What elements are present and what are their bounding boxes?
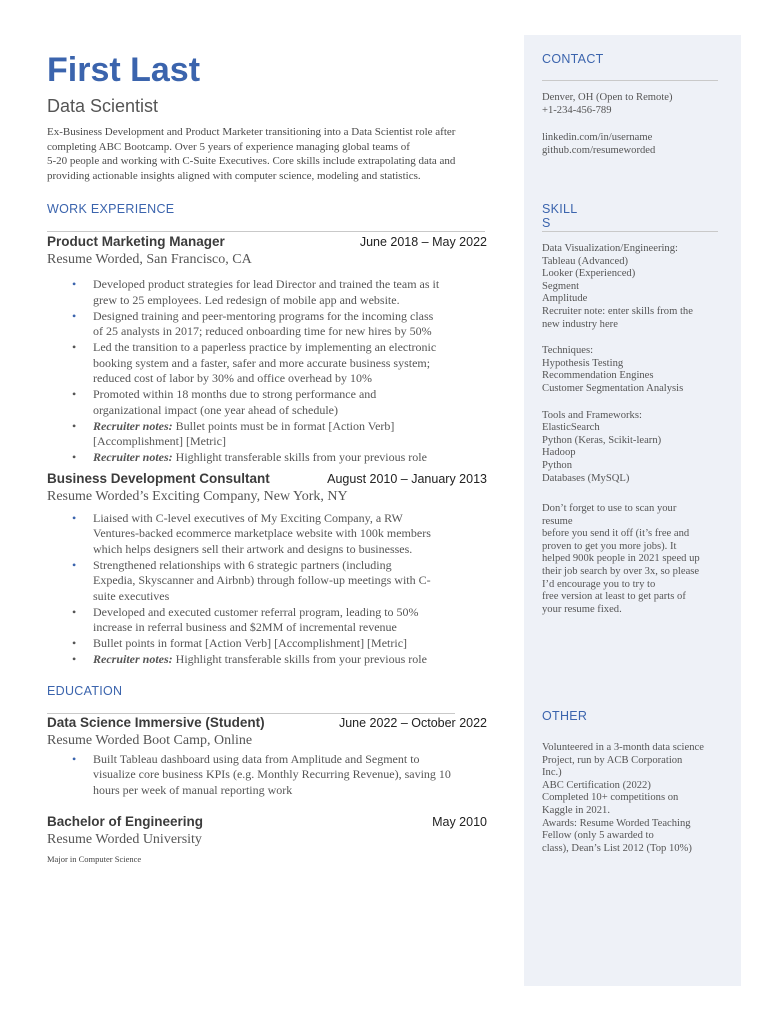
- degree-title: Bachelor of Engineering: [47, 814, 204, 830]
- list-item: [47, 605, 487, 636]
- skill-item: Looker (Experienced): [542, 268, 636, 280]
- skills-heading-line: S: [542, 216, 551, 230]
- bullet-text: Highlight transferable skills from your previous role: [172, 450, 427, 465]
- bullet-line: which helps designers sell their artwork and designs to businesses.: [93, 541, 413, 556]
- candidate-title: Data Scientist: [47, 96, 159, 116]
- bullet-line: organizational impact (one year ahead of schedule): [93, 402, 338, 417]
- tip-line: resume: [542, 515, 573, 527]
- education-dates: June 2022 – October 2022: [338, 715, 487, 730]
- list-item: [47, 419, 487, 450]
- school-name: Resume Worded Boot Camp, Online: [47, 732, 253, 748]
- location: Denver, OH (Open to Remote): [542, 92, 673, 103]
- other-line: Inc.): [542, 767, 562, 779]
- summary-line: 5-20 people and working with C-Suite Executives. Core skills include extrapolating data and: [47, 155, 456, 168]
- tip-line: your resume fixed.: [542, 603, 622, 615]
- skills-heading: [542, 202, 720, 230]
- list-item: [47, 387, 487, 418]
- bullet-line: • Built Tableau dashboard using data from Amplitude and Segment to: [93, 751, 420, 766]
- bullet-line: increase in referral business and $2MM of incremental revenue: [93, 620, 397, 635]
- job-header: [47, 234, 487, 249]
- list-item: [47, 277, 487, 308]
- skill-item: Customer Segmentation Analysis: [542, 382, 684, 394]
- education-dates: May 2010: [432, 815, 487, 830]
- job-entry: [47, 471, 487, 668]
- bullet-line: • Led the transition to a paperless practice by implementing an electronic: [93, 340, 437, 355]
- list-item: [47, 558, 487, 605]
- bullet-text: Highlight transferable skills from your previous role: [172, 652, 427, 667]
- bullet-line: • Bullet points in format [Action Verb] [Accomplishment] [Metric]: [93, 636, 408, 651]
- skill-item: Segment: [542, 280, 580, 292]
- bullet-text: Bullet points must be in format [Action Verb]: [172, 418, 395, 433]
- list-item: [47, 652, 487, 668]
- school-name: Resume Worded University: [47, 832, 202, 848]
- education-entry: [47, 715, 487, 799]
- education-header: [47, 814, 487, 829]
- bullet-line: [93, 450, 487, 466]
- job-title: Product Marketing Manager: [47, 234, 225, 250]
- bullet-line: reduced cost of labor by 30% and office overhead by 10%: [93, 371, 373, 386]
- skills-heading-line: SKILL: [542, 202, 578, 216]
- job-bullets: [47, 511, 487, 668]
- bullet-line: • Liaised with C-level executives of My Exciting Company, a RW: [93, 510, 403, 525]
- contact-info: [542, 92, 720, 157]
- bullet-line: • Developed and executed customer referral program, leading to 50%: [93, 604, 419, 619]
- degree-title: Data Science Immersive (Student): [47, 714, 265, 730]
- divider: [542, 80, 718, 81]
- bullet-line: [Accomplishment] [Metric]: [93, 434, 226, 449]
- major-note: Major in Computer Science: [47, 854, 142, 865]
- summary: [47, 125, 487, 183]
- candidate-name: First Last: [47, 51, 201, 89]
- other-line: Kaggle in 2021.: [542, 804, 610, 816]
- resume-tip: [542, 503, 720, 616]
- divider: [47, 231, 485, 232]
- divider: [542, 231, 718, 232]
- skill-item: Techniques:: [542, 345, 594, 357]
- other-heading: OTHER: [542, 709, 588, 723]
- tip-line: their job search by over 3x, so please: [542, 565, 700, 577]
- summary-line: providing actionable insights aligned with computer science, modeling and statistics.: [47, 169, 421, 182]
- bullet-line: of 25 analysts in 2017; reduced onboarding time for new hires by 50%: [93, 324, 432, 339]
- other-line: Awards: Resume Worded Teaching: [542, 817, 691, 829]
- skill-item: Recruiter note: enter skills from the: [542, 305, 693, 317]
- main-column: [47, 50, 487, 864]
- education-heading: EDUCATION: [47, 683, 123, 698]
- tip-line: helped 900k people in 2021 speed up: [542, 553, 700, 565]
- phone: +1-234-456-789: [542, 104, 612, 116]
- education-bullets: [47, 752, 487, 799]
- work-experience-heading: WORK EXPERIENCE: [47, 202, 175, 217]
- education-header: [47, 715, 487, 730]
- bullet-line: suite executives: [93, 588, 170, 603]
- list-item: [47, 752, 487, 799]
- bullet-line: visualize core business KPIs (e.g. Monthly Recurring Revenue), saving 10: [93, 767, 451, 782]
- skill-item: ElasticSearch: [542, 422, 600, 434]
- sidebar: [524, 35, 741, 986]
- bullet-line: [93, 652, 487, 668]
- skill-item: new industry here: [542, 318, 618, 330]
- bullet-line: • Promoted within 18 months due to strong performance and: [93, 387, 377, 402]
- bullet-line: Expedia, Skyscanner and Airbnb) through follow-up meetings with C-: [93, 573, 431, 588]
- contact-heading: CONTACT: [542, 52, 604, 66]
- job-company: Resume Worded, San Francisco, CA: [47, 252, 252, 268]
- list-item: [47, 511, 487, 558]
- summary-line: completing ABC Bootcamp. Over 5 years of experience managing global teams of: [47, 140, 410, 153]
- job-dates: August 2010 – January 2013: [327, 471, 487, 486]
- job-header: [47, 471, 487, 486]
- bullet-line: • Developed product strategies for lead Director and trained the team as it: [93, 277, 440, 292]
- tip-line: free version at least to get parts of: [542, 591, 686, 603]
- other-line: Volunteered in a 3-month data science: [542, 742, 704, 753]
- skill-item: Amplitude: [542, 293, 588, 305]
- job-entry: [47, 234, 487, 466]
- tip-line: before you send it off (it’s free and: [542, 528, 690, 540]
- list-item: [47, 450, 487, 466]
- tip-line: proven to get you more jobs). It: [542, 540, 677, 552]
- skill-item: Python: [542, 459, 573, 471]
- tip-line: Don’t forget to use to scan your: [542, 503, 677, 514]
- bullet-line: Ventures-backed ecommerce marketplace website with 100k members: [93, 526, 431, 541]
- job-title: Business Development Consultant: [47, 470, 270, 486]
- job-company: Resume Worded’s Exciting Company, New York, NY: [47, 488, 348, 504]
- bullet-line: booking system and a faster, safer and more accurate business system;: [93, 355, 431, 370]
- divider: [47, 713, 455, 714]
- recruiter-notes-label: Recruiter notes:: [93, 652, 173, 667]
- bullet-line: hours per week of manual reporting work: [93, 782, 293, 797]
- skill-item: Hadoop: [542, 447, 576, 459]
- skill-item: Databases (MySQL): [542, 472, 630, 484]
- other-line: Project, run by ACB Corporation: [542, 754, 683, 766]
- other-list: [542, 742, 720, 855]
- summary-line: Ex-Business Development and Product Marketer transitioning into a Data Scientist role after: [47, 126, 456, 138]
- bullet-line: • Strengthened relationships with 6 strategic partners (including: [93, 557, 392, 572]
- list-item: [47, 340, 487, 387]
- other-line: Completed 10+ competitions on: [542, 792, 679, 804]
- education-entry: [47, 814, 487, 864]
- bullet-line: • Designed training and peer-mentoring programs for the incoming class: [93, 308, 434, 323]
- skill-item: Python (Keras, Scikit-learn): [542, 434, 662, 446]
- skill-item: Data Visualization/Engineering:: [542, 243, 678, 254]
- skill-item: Tools and Frameworks:: [542, 409, 642, 421]
- skill-item: Hypothesis Testing: [542, 357, 624, 369]
- recruiter-notes-label: Recruiter notes:: [93, 450, 173, 465]
- list-item: [47, 636, 487, 652]
- skill-item: Recommendation Engines: [542, 370, 654, 382]
- tip-line: I’d encourage you to try to: [542, 578, 656, 590]
- job-dates: June 2018 – May 2022: [359, 235, 487, 250]
- other-line: class), Dean’s List 2012 (Top 10%): [542, 842, 692, 854]
- bullet-line: grew to 25 employees. Led redesign of mobile app and website.: [93, 292, 400, 307]
- skill-item: Tableau (Advanced): [542, 255, 629, 267]
- list-item: [47, 309, 487, 340]
- other-line: ABC Certification (2022): [542, 779, 651, 791]
- bullet-line: [93, 419, 487, 435]
- recruiter-notes-label: Recruiter notes:: [93, 418, 173, 433]
- other-line: Fellow (only 5 awarded to: [542, 830, 654, 842]
- skills-list: [542, 243, 720, 485]
- job-bullets: [47, 277, 487, 466]
- linkedin-link[interactable]: linkedin.com/in/username: [542, 132, 653, 144]
- github-link[interactable]: github.com/resumeworded: [542, 144, 656, 156]
